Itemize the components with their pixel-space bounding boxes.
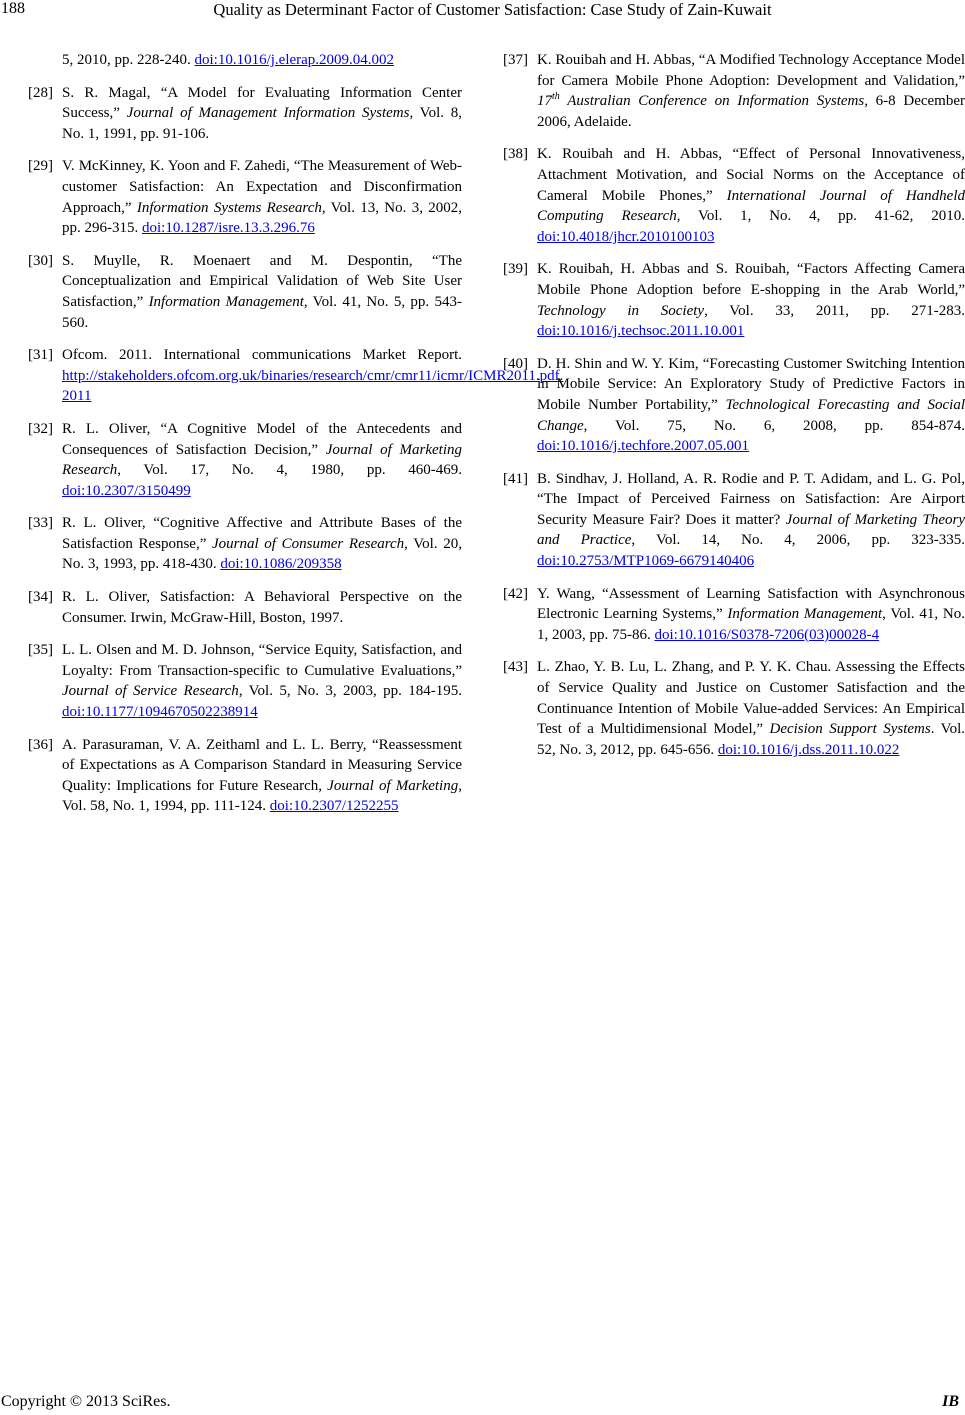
reference-text: , Vol. 8, No. 1, 1991, pp. 91-106. (62, 105, 462, 142)
doi-link[interactable]: doi:10.1016/j.techsoc.2011.10.001 (537, 323, 745, 340)
reference-item (503, 144, 965, 247)
reference-text: 5, 2010, pp. 228-240. (62, 52, 195, 68)
publication-title: Journal of Marketing (327, 777, 459, 794)
publication-title: Information Management, (727, 606, 886, 623)
reference-text: L. Zhao, Y. B. Lu, L. Zhang, and P. Y. K. Chau. Assessing the Effects of Service Quality and Justice on Customer Satisfaction and the Continuance Intention of Mobile Value-added Services: An Empirical Test of a Multidimensional Model,” (537, 659, 965, 738)
reference-text: , Vol. 1, No. 4, pp. 41-62, 2010. (676, 208, 965, 225)
reference-item (28, 83, 462, 145)
reference-item (28, 640, 462, 722)
reference-text: D. H. Shin and W. Y. Kim, “Forecasting Customer Switching Intention in Mobile Service: An Exploratory Study of Predictive Factors in Mobile Number Portability,” (537, 355, 965, 413)
doi-link[interactable]: doi:10.2307/1252255 (269, 798, 399, 815)
reference-text: L. L. Olsen and M. D. Johnson, “Service Equity, Satisfaction, and Loyalty: From Transaction-specific to Cumulative Evaluations,” (62, 642, 462, 679)
reference-text: , Vol. 41, No. 5, pp. 543-560. (62, 293, 462, 331)
reference-item (503, 469, 965, 572)
reference-text: S. R. Magal, “A Model for Evaluating Information Center Success,” (62, 84, 462, 122)
page-number: 188 (1, 0, 25, 17)
publication-title: Australian Conference on Information Systems (559, 93, 865, 110)
reference-text: V. McKinney, K. Yoon and F. Zahedi, “The Measurement of Web-customer Satisfaction: An Expectation and Disconfirmation Approach,” (62, 158, 462, 216)
publication-title: Technological Forecasting and Social Change (537, 396, 965, 434)
doi-link[interactable]: doi:10.2307/3150499 (62, 482, 191, 499)
reference-item (28, 156, 462, 238)
reference-number: [31] (28, 347, 53, 364)
reference-item (28, 587, 462, 628)
doi-link[interactable]: doi:10.4018/jhcr.2010100103 (537, 228, 715, 245)
journal-abbreviation: IB (942, 1393, 959, 1410)
references-right-column (503, 50, 965, 772)
doi-link[interactable]: http://stakeholders.ofcom.org.uk/binaries/research/cmr/cmr11/icmr/ICMR2011.pdf. 2011 (62, 367, 564, 405)
publication-title: Journal of Management Information Systems (126, 105, 410, 122)
reference-text: , 6-8 December 2006, Adelaide. (537, 93, 965, 130)
reference-text: Ofcom. 2011. International communications Market Report. (62, 347, 462, 364)
reference-text: , Vol. 14, No. 4, 2006, pp. 323-335. (631, 532, 965, 549)
reference-item (28, 251, 462, 333)
reference-item (503, 50, 965, 132)
publication-title: 17 (537, 93, 552, 110)
reference-item (503, 259, 965, 341)
publication-title: Information Systems Research (136, 199, 322, 216)
reference-text: , Vol. 58, No. 1, 1994, pp. 111-124. (62, 777, 462, 815)
reference-text: B. Sindhav, J. Holland, A. R. Rodie and P. T. Adidam, and L. G. Pol, “The Impact of Perceived Fairness on Satisfaction: Are Airport Security Measure Fair? Does it matter? (537, 470, 965, 528)
reference-item (28, 513, 462, 575)
reference-number: [43] (503, 659, 528, 676)
reference-text: R. L. Oliver, Satisfaction: A Behavioral Perspective on the Consumer. Irwin, McGraw-Hill, Boston, 1997. (62, 589, 462, 626)
reference-text: A. Parasuraman, V. A. Zeithaml and L. L. Berry, “Reassessment of Expectations as A Comparison Standard in Measuring Service Quality: Implications for Future Research, (62, 736, 462, 794)
doi-link[interactable]: doi:10.1287/isre.13.3.296.76 (142, 220, 315, 237)
reference-number: [28] (28, 84, 53, 101)
publication-title: Journal of Marketing Theory and Practice (537, 511, 965, 549)
reference-item (503, 657, 965, 760)
reference-number: [35] (28, 642, 53, 659)
doi-link[interactable]: doi:10.1016/j.elerap.2009.04.002 (194, 52, 395, 68)
doi-link[interactable]: doi:10.1177/1094670502238914 (62, 704, 258, 721)
copyright-footer: Copyright © 2013 SciRes. (1, 1393, 171, 1410)
reference-text: R. L. Oliver, “Cognitive Affective and Attribute Bases of the Satisfaction Response,” (62, 515, 462, 552)
reference-text: , Vol. 20, No. 3, 1993, pp. 418-430. (62, 535, 462, 573)
reference-item (503, 584, 965, 646)
running-header: Quality as Determinant Factor of Customer Satisfaction: Case Study of Zain-Kuwait (213, 0, 772, 19)
publication-title: Journal of Service Research (62, 683, 239, 700)
doi-link[interactable]: doi:10.1016/j.techfore.2007.05.001 (537, 438, 750, 455)
publication-title: Technology in Society (537, 302, 705, 319)
reference-text: K. Rouibah and H. Abbas, “Effect of Personal Innovativeness, Attachment Motivation, and Social Norms on the Acceptance of Cameral Mobile Phones,” (537, 146, 965, 204)
reference-number: [34] (28, 589, 53, 606)
reference-number: [41] (503, 470, 528, 487)
reference-text: th (552, 91, 560, 103)
publication-title: Information Management (148, 293, 304, 310)
reference-item (503, 354, 965, 457)
reference-text: K. Rouibah and H. Abbas, “A Modified Technology Acceptance Model for Camera Mobile Phone Adoption: Development and Validation,” (537, 52, 965, 89)
reference-text: . Vol. 52, No. 3, 2012, pp. 645-656. (537, 721, 965, 758)
reference-item (28, 735, 462, 817)
reference-text: , Vol. 75, No. 6, 2008, pp. 854-874. (583, 417, 965, 434)
doi-link[interactable]: doi:10.2753/MTP1069-6679140406 (537, 553, 755, 570)
publication-title: Decision Support Systems (769, 721, 931, 738)
reference-number: [40] (503, 355, 528, 372)
reference-text: K. Rouibah, H. Abbas and S. Rouibah, “Factors Affecting Camera Mobile Phone Adoption before E-shopping in the Arab World,” (537, 261, 965, 298)
reference-number: [38] (503, 146, 528, 163)
reference-number: [37] (503, 52, 528, 68)
reference-number: [30] (28, 252, 53, 269)
reference-text: , Vol. 5, No. 3, 2003, pp. 184-195. (238, 683, 462, 700)
reference-text: , Vol. 33, 2011, pp. 271-283. (704, 302, 965, 319)
reference-item (28, 419, 462, 501)
publication-title: International Journal of Handheld Computing Research (537, 187, 965, 225)
publication-title: Journal of Marketing Research (62, 441, 462, 479)
reference-number: [33] (28, 515, 53, 532)
reference-number: [32] (28, 420, 53, 437)
reference-text: Y. Wang, “Assessment of Learning Satisfaction with Asynchronous Electronic Learning Systems,” (537, 585, 965, 623)
doi-link[interactable]: doi:10.1086/209358 (220, 556, 342, 573)
reference-text: S. Muylle, R. Moenaert and M. Despontin, “The Conceptualization and Empirical Validation of Web Site User Satisfaction,” (62, 252, 462, 310)
reference-number: [36] (28, 736, 53, 753)
doi-link[interactable]: doi:10.1016/j.dss.2011.10.022 (717, 741, 900, 758)
reference-number: [29] (28, 158, 53, 175)
reference-text: , Vol. 17, No. 4, 1980, pp. 460-469. (117, 462, 462, 479)
reference-number: [39] (503, 261, 528, 278)
reference-item (28, 50, 462, 71)
reference-text: R. L. Oliver, “A Cognitive Model of the Antecedents and Consequences of Satisfaction Decision,” (62, 420, 462, 458)
reference-number: [42] (503, 585, 528, 602)
reference-text: Vol. 41, No. 1, 2003, pp. 75-86. (537, 606, 965, 643)
doi-link[interactable]: doi:10.1016/S0378-7206(03)00028-4 (654, 626, 880, 643)
reference-text: , Vol. 13, No. 3, 2002, pp. 296-315. (62, 199, 462, 237)
publication-title: Journal of Consumer Research (212, 535, 405, 552)
